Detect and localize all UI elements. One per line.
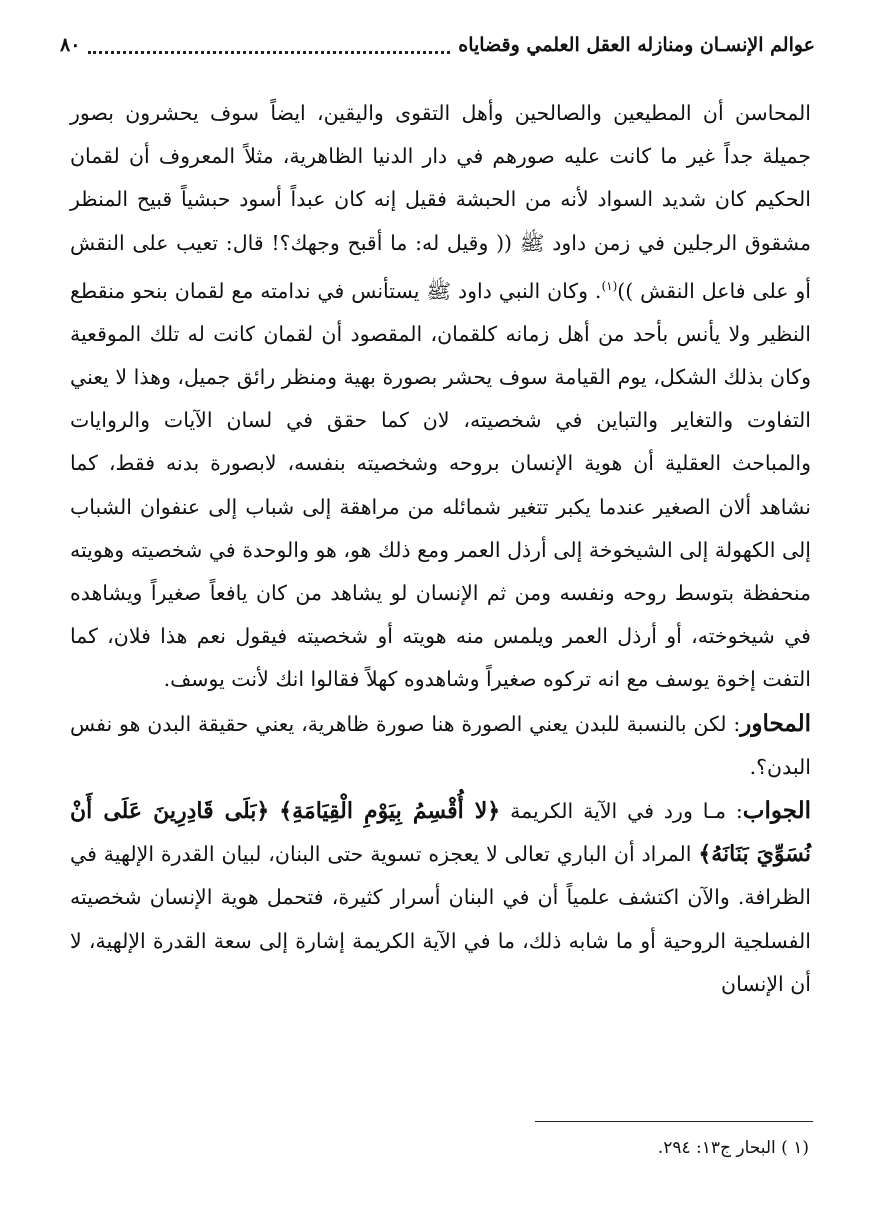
running-title: عوالم الإنسـان ومنازله العقل العلمي وقضاياه [458,34,815,56]
footnote: (١ ) البحار ج١٣: ٢٩٤. [657,1138,809,1158]
paragraph-1-text-continued: . وكان النبي داود ﷺ يستأنس في ندامته مع لقمان بنحو منقطع النظير ولا يأنس بأحد من أهل زمانه كلقمان، المقصود أن لقمان كانت له تلك الموقعية وكان بذلك الشكل، يوم القيامة سوف يحشر بصورة بهية ومنظر رائق جميل، وهذا لا يعني التفاوت والتغاير والتباين في شخصيته، لان كما حقق في لسان الآيات والروايات والمباحث العقلية أن هوية الإنسان بروحه وشخصيته بنفسه، لابصورة بدنه فقط، كما نشاهد ألان الصغير عندما يكبر تتغير شمائله من مراهقة إلى شباب إلى عنفوان الشباب إلى الكهولة إلى الشيخوخة إلى أرذل العمر ومع ذلك هو، هو والوحدة في شخصيته وهويته منحفظة بتوسط روحه ونفسه ومن ثم الإنسان لو يشاهد من كان يافعاً صغيراً ويشاهده في شيخوخته، أو أرذل العمر ويلمس منه هويته أو شخصيته فيقول نعم هذا فلان، كما التفت إخوة يوسف مع انه تركوه صغيراً وشاهدوه كهلاً فقالوا انك لأنت يوسف. [70,278,811,692]
paragraph-answer [70,789,811,1006]
page-number: ٨٠ [60,34,81,56]
footnote-reference: (١) [601,278,618,293]
quran-verse-1: ﴿لا أُقْسِمُ بِيَوْمِ الْقِيَامَةِ﴾ [279,798,501,825]
speaker-label-interlocutor: المحاور [740,709,811,737]
paragraph-1 [70,92,811,702]
paragraph-1-text: المحاسن أن المطيعين والصالحين وأهل التقوى واليقين، ايضاً سوف يحشرون بصور جميلة جداً غير ما كانت عليه صورهم في دار الدنيا الظاهرية، مثلاً المعروف أن لقمان الحكيم كان شديد السواد لأنه من الحبشة فقيل إنه كان عبداً أسود حبشياً قبيح المنظر مشقوق الرجلين في زمن داود ﷺ (( وقيل له: ما أقبح وجهك؟! قال: تعيب على النقش أو على فاعل النقش )) [70,101,811,303]
paragraph-answer-gap [269,799,279,823]
paragraph-interlocutor-text: : لكن بالنسبة للبدن يعني الصورة هنا صورة ظاهرية، يعني حقيقة البدن هو نفس البدن؟. [70,711,811,779]
footnote-separator [535,1121,813,1122]
quran-verse-2: ﴿بَلَى قَادِرِينَ عَلَى أَنْ نُسَوِّيَ بَنَانَهُ﴾ [70,798,811,868]
paragraph-interlocutor [70,702,811,789]
page-header [60,28,815,62]
paragraph-answer-text: المراد أن الباري تعالى لا يعجزه تسوية حتى البنان، لبيان القدرة الإلهية في الظرافة. والآن اكتشف علمياً أن في البنان أسرار كثيرة، فتحمل هوية الإنسان شخصيته الفسلجية الروحية أو ما شابه ذلك، ما في الآية الكريمة إشارة إلى سعة القدرة الإلهية، لا أن الإنسان [70,842,811,996]
header-dotted-leader [88,37,450,54]
speaker-label-answer: الجواب [742,797,811,825]
page-body [70,92,811,1006]
paragraph-answer-intro: : مـا ورد في الآية الكريمة [500,799,743,824]
